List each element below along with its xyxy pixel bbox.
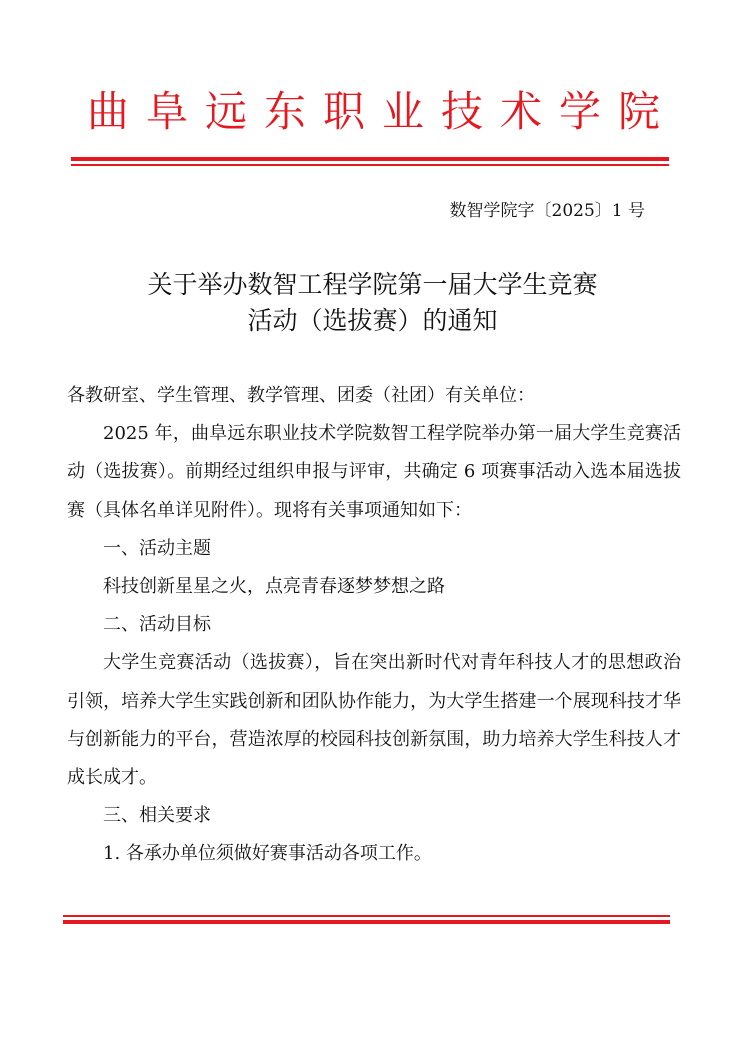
- notice-body: [67, 377, 681, 874]
- footer-red-rule-thin: [63, 915, 670, 917]
- section2-heading: 二、活动目标: [103, 614, 211, 636]
- institution-masthead: 曲阜远东职业技术学院: [87, 87, 678, 136]
- section2-text: 大学生竞赛活动（选拔赛），旨在突出新时代对青年科技人才的思想政治引领，培养大学生实践创新和团队协作能力，为大学生搭建一个展现科技才华与创新能力的平台，营造浓厚的校园科技创新氛围，助力培养大学生科技人才成长成才。: [67, 652, 681, 789]
- footer-red-rule-thick: [63, 920, 670, 924]
- section3-heading: 三、相关要求: [103, 805, 211, 827]
- document-number: 数智学院字〔2025〕1 号: [449, 201, 645, 221]
- section1-text: 科技创新星星之火，点亮青春逐梦梦想之路: [103, 576, 445, 598]
- header-red-rule-thick: [71, 157, 669, 161]
- intro-paragraph: 2025 年，曲阜远东职业技术学院数智工程学院举办第一届大学生竞赛活动（选拔赛）。前期经过组织申报与评审，共确定 6 项赛事活动入选本届选拔赛（具体名单详见附件）。现将有关事项通知如下：: [67, 423, 681, 521]
- section1-heading: 一、活动主题: [103, 537, 211, 559]
- notice-title: [60, 267, 685, 339]
- salutation: 各教研室、学生管理、教学管理、团委（社团）有关单位：: [67, 385, 535, 406]
- notice-title-line2: 活动（选拔赛）的通知: [247, 306, 498, 335]
- notice-title-line1: 关于举办数智工程学院第一届大学生竞赛: [147, 270, 598, 299]
- header-red-rule-thin: [71, 164, 669, 166]
- section3-item1: 1. 各承办单位须做好赛事活动各项工作。: [103, 843, 432, 865]
